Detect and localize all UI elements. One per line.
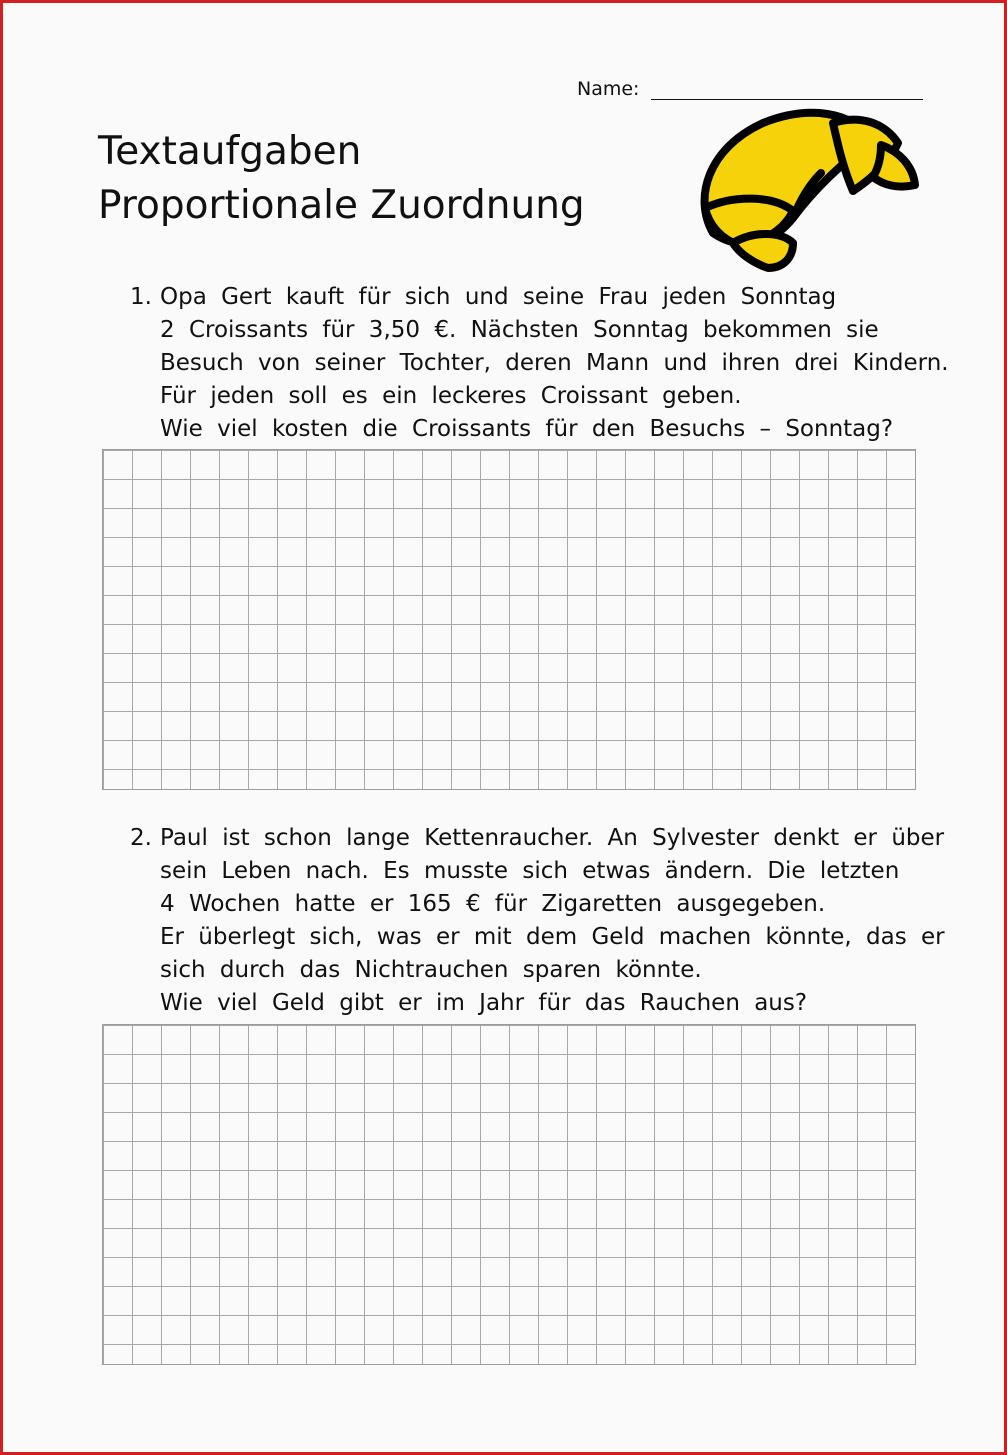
worksheet-title	[98, 125, 585, 233]
title-line-1: Textaufgaben	[98, 129, 362, 174]
name-line[interactable]	[651, 77, 923, 100]
task-line: 2 Croissants für 3,50 €. Nächsten Sonntag bekommen sie	[160, 317, 879, 343]
task-number: 2.	[130, 825, 152, 851]
task-line: Wie viel Geld gibt er im Jahr für das Rauchen aus?	[160, 990, 808, 1016]
task-line: Opa Gert kauft für sich und seine Frau jeden Sonntag	[160, 284, 837, 310]
task-line: Für jeden soll es ein leckeres Croissant geben.	[160, 383, 742, 409]
task-line: Besuch von seiner Tochter, deren Mann und ihren drei Kindern.	[160, 350, 949, 376]
task-1	[130, 281, 949, 446]
task-line: Paul ist schon lange Kettenraucher. An Sylvester denkt er über	[160, 825, 945, 851]
task-line: sich durch das Nichtrauchen sparen könnte.	[160, 957, 702, 983]
answer-grid-2[interactable]	[102, 1024, 916, 1365]
task-line: Er überlegt sich, was er mit dem Geld machen könnte, das er	[160, 924, 945, 950]
task-line: 4 Wochen hatte er 165 € für Zigaretten ausgegeben.	[160, 891, 826, 917]
name-field-row	[577, 77, 923, 100]
task-text	[160, 822, 945, 1020]
answer-grid-1[interactable]	[102, 449, 916, 790]
task-number: 1.	[130, 284, 152, 310]
name-label: Name:	[577, 78, 640, 100]
title-line-2: Proportionale Zuordnung	[98, 183, 585, 228]
task-line: Wie viel kosten die Croissants für den Besuchs – Sonntag?	[160, 416, 894, 442]
croissant-icon	[693, 103, 923, 273]
task-line: sein Leben nach. Es musste sich etwas ändern. Die letzten	[160, 858, 900, 884]
task-2	[130, 822, 945, 1020]
task-text	[160, 281, 949, 446]
